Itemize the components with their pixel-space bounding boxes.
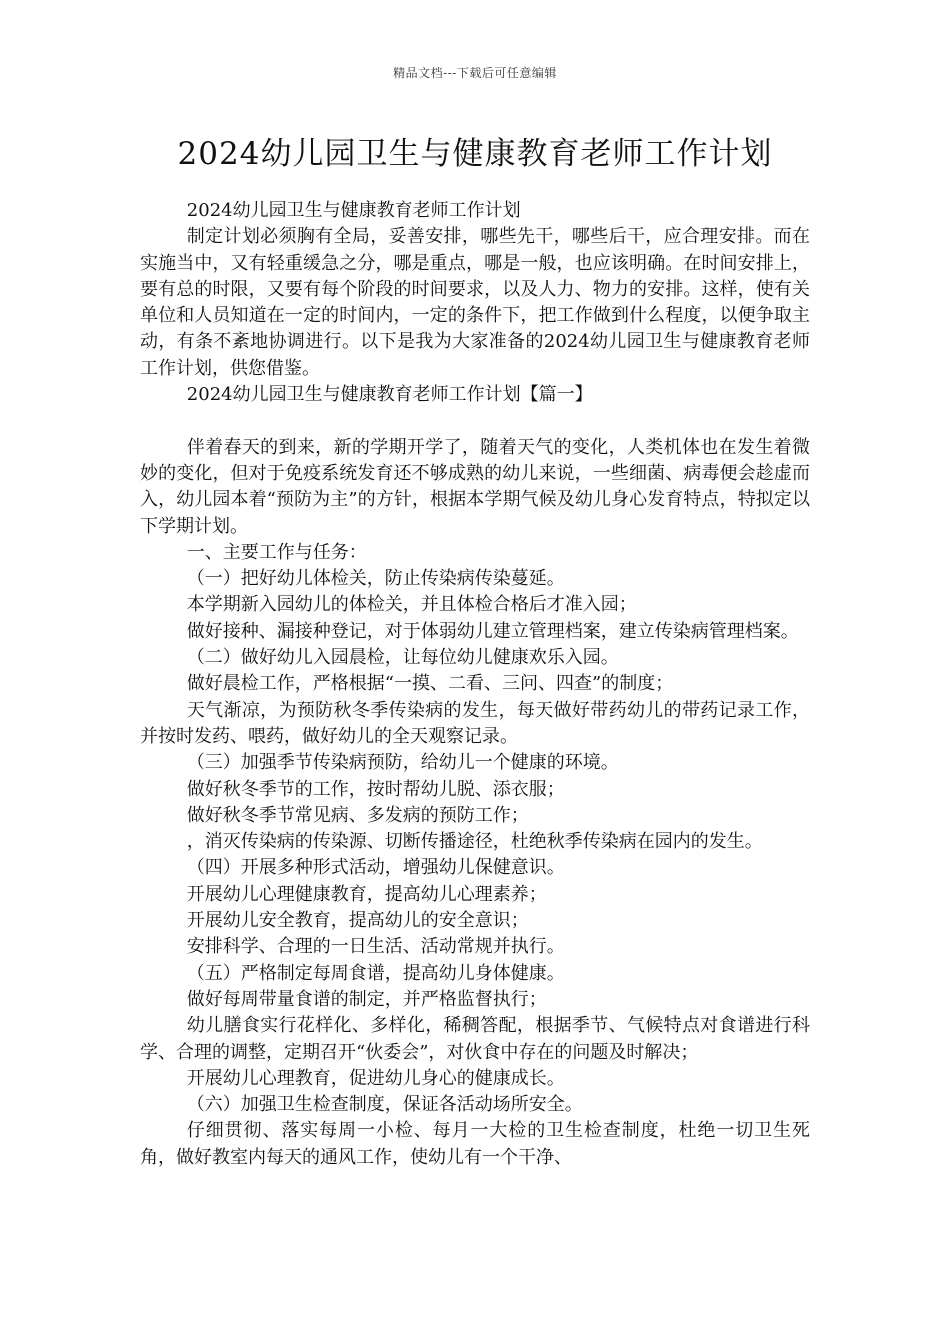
section-heading: 一、主要工作与任务： xyxy=(186,541,367,563)
paragraph: 幼儿膳食实行花样化、多样化，稀稠答配，根据季节、气候特点对食谱进行科学、合理的调整，定期召开“伙委会”，对伙食中存在的问题及时解决； xyxy=(140,1015,810,1063)
paragraph: 伴着春天的到来，新的学期开学了，随着天气的变化，人类机体也在发生着微妙的变化，但对于免疫系统发育还不够成熟的幼儿来说，一些细菌、病毒便会趁虚而入，幼儿园本着“预防为主”的方针，根据本学期气候及幼儿身心发育特点，特拟定以下学期计划。 xyxy=(140,436,810,537)
paragraph: 做好秋冬季节常见病、多发病的预防工作； xyxy=(186,804,529,826)
paragraph: 做好晨检工作，严格根据“一摸、二看、三问、四查”的制度； xyxy=(186,673,674,695)
paragraph: ，消灭传染病的传染源、切断传播途径，杜绝秋季传染病在园内的发生。 xyxy=(186,831,763,853)
paragraph: 2024幼儿园卫生与健康教育老师工作计划 xyxy=(186,200,521,221)
paragraph: 制定计划必须胸有全局，妥善安排，哪些先干，哪些后干，应合理安排。而在实施当中，又有轻重缓急之分，哪是重点，哪是一般，也应该明确。在时间安排上，要有总的时限，又要有每个阶段的时间要求，以及人力、物力的安排。这样，使有关单位和人员知道在一定的时间内，一定的条件下，把工作做到什么程度，以便争取主动，有条不紊地协调进行。以下是我为大家准备的2024幼儿园卫生与健康教育老师工作计划，供您借鉴。 xyxy=(140,226,810,379)
paragraph: 开展幼儿心理健康教育，提高幼儿心理素养； xyxy=(186,883,547,905)
subsection-heading: （五）严格制定每周食谱，提高幼儿身体健康。 xyxy=(186,962,565,984)
document-body xyxy=(140,198,810,1171)
paragraph: 2024幼儿园卫生与健康教育老师工作计划【篇一】 xyxy=(186,384,593,406)
subsection-heading: （六）加强卫生检查制度，保证各活动场所安全。 xyxy=(186,1094,583,1116)
subsection-heading: （四）开展多种形式活动，增强幼儿保健意识。 xyxy=(186,857,565,879)
paragraph: 做好秋冬季节的工作，按时帮幼儿脱、添衣服； xyxy=(186,778,565,800)
paragraph: 开展幼儿心理教育，促进幼儿身心的健康成长。 xyxy=(186,1067,565,1089)
paragraph: 天气渐凉，为预防秋冬季传染病的发生，每天做好带药幼儿的带药记录工作，并按时发药、喂药，做好幼儿的全天观察记录。 xyxy=(140,699,810,747)
paragraph: 做好每周带量食谱的制定，并严格监督执行； xyxy=(186,988,547,1010)
blank-line xyxy=(140,408,810,434)
subsection-heading: （一）把好幼儿体检关，防止传染病传染蔓延。 xyxy=(186,568,565,590)
paragraph: 开展幼儿安全教育，提高幼儿的安全意识； xyxy=(186,910,529,932)
paragraph: 仔细贯彻、落实每周一小检、每月一大检的卫生检查制度，杜绝一切卫生死角，做好教室内每天的通风工作，使幼儿有一个干净、 xyxy=(140,1120,810,1168)
subsection-heading: （二）做好幼儿入园晨检，让每位幼儿健康欢乐入园。 xyxy=(186,647,619,669)
document-title: 2024幼儿园卫生与健康教育老师工作计划 xyxy=(177,136,773,172)
paragraph: 做好接种、漏接种登记，对于体弱幼儿建立管理档案，建立传染病管理档案。 xyxy=(186,620,799,642)
paragraph: 安排科学、合理的一日生活、活动常规并执行。 xyxy=(186,936,565,958)
page-header: 精品文档---下载后可任意编辑 xyxy=(393,66,557,80)
paragraph: 本学期新入园幼儿的体检关，并且体检合格后才准入园； xyxy=(186,594,637,616)
subsection-heading: （三）加强季节传染病预防，给幼儿一个健康的环境。 xyxy=(186,752,619,774)
